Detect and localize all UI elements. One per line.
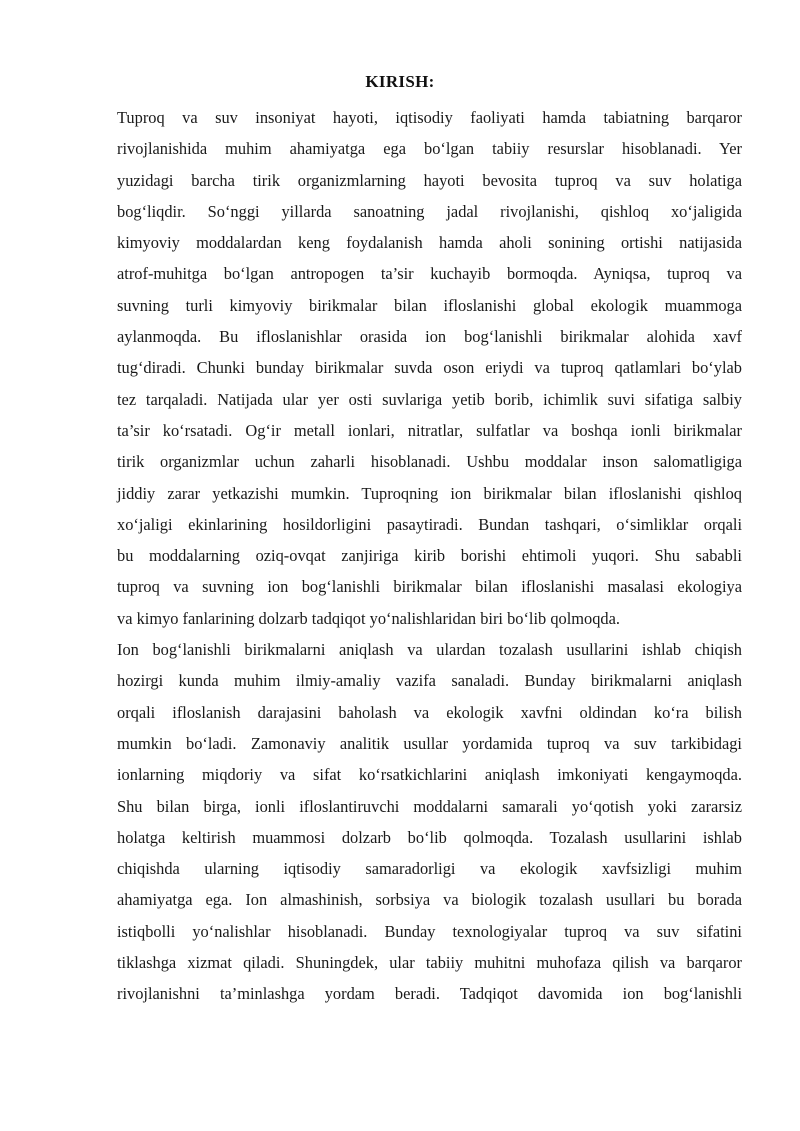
text-line: xo‘jaligi ekinlarining hosildorligini pasaytiradi. Bundan tashqari, o‘simliklar orqali [117, 514, 742, 534]
text-line: bu moddalarning oziq-ovqat zanjiriga kirib borishi ehtimoli yuqori. Shu sababli [117, 546, 742, 566]
text-line: tuproq va suvning ion bog‘lanishli birikmalar bilan ifloslanishi masalasi ekologiya [117, 577, 742, 597]
text-line: rivojlanishida muhim ahamiyatga ega bo‘lgan tabiiy resurslar hisoblanadi. Yer [117, 139, 742, 159]
body-text [117, 102, 742, 1010]
text-line: mumkin bo‘ladi. Zamonaviy analitik usullar yordamida tuproq va suv tarkibidagi [117, 733, 742, 753]
text-line: Ion bog‘lanishli birikmalarni aniqlash va ulardan tozalash usullarini ishlab chiqish [117, 640, 742, 660]
text-line: Tuproq va suv insoniyat hayoti, iqtisodiy faoliyati hamda tabiatning barqaror [117, 108, 742, 127]
text-line: Shu bilan birga, ionli ifloslantiruvchi moddalarni samarali yo‘qotish yoki zararsiz [117, 796, 742, 816]
section-heading: KIRISH: [365, 72, 435, 91]
text-line: ta’sir ko‘rsatadi. Og‘ir metall ionlari, nitratlar, sulfatlar va boshqa ionli birikmalar [117, 420, 742, 440]
text-line: orqali ifloslanish darajasini baholash va ekologik xavfni oldindan ko‘ra bilish [117, 702, 742, 722]
text-line: va kimyo fanlarining dolzarb tadqiqot yo‘nalishlaridan biri bo‘lib qolmoqda. [117, 608, 620, 628]
text-line: holatga keltirish muammosi dolzarb bo‘lib qolmoqda. Tozalash usullarini ishlab [117, 827, 742, 847]
text-line: atrof-muhitga bo‘lgan antropogen ta’sir kuchayib bormoqda. Ayniqsa, tuproq va [117, 264, 742, 284]
text-line: tiklashga xizmat qiladi. Shuningdek, ular tabiiy muhitni muhofaza qilish va barqaror [117, 953, 742, 973]
text-line: tez tarqaladi. Natijada ular yer osti suvlariga yetib borib, ichimlik suvi sifatiga salbiy [117, 389, 742, 409]
text-line: kimyoviy moddalardan keng foydalanish hamda aholi sonining ortishi natijasida [117, 233, 742, 253]
text-line: yuzidagi barcha tirik organizmlarning hayoti bevosita tuproq va suv holatiga [117, 170, 742, 190]
text-line: rivojlanishni ta’minlashga yordam beradi. Tadqiqot davomida ion bog‘lanishli [117, 984, 742, 1004]
text-line: bog‘liqdir. So‘nggi yillarda sanoatning jadal rivojlanishi, qishloq xo‘jaligida [117, 201, 742, 221]
text-line: chiqishda ularning iqtisodiy samaradorligi va ekologik xavfsizligi muhim [117, 859, 742, 879]
paragraph-2 [117, 634, 742, 1010]
text-line: ahamiyatga ega. Ion almashinish, sorbsiya va biologik tozalash usullari bu borada [117, 890, 742, 910]
text-line: tug‘diradi. Chunki bunday birikmalar suvda oson eriydi va tuproq qatlamlari bo‘ylab [117, 358, 742, 378]
text-line: aylanmoqda. Bu ifloslanishlar orasida ion bog‘lanishli birikmalar alohida xavf [117, 327, 742, 347]
paragraph-1 [117, 102, 742, 634]
text-line: jiddiy zarar yetkazishi mumkin. Tuproqning ion birikmalar bilan ifloslanishi qishloq [117, 483, 742, 503]
text-line: tirik organizmlar uchun zaharli hisoblanadi. Ushbu moddalar inson salomatligiga [117, 452, 742, 472]
text-line: suvning turli kimyoviy birikmalar bilan ifloslanishi global ekologik muammoga [117, 295, 742, 315]
text-line: hozirgi kunda muhim ilmiy-amaliy vazifa sanaladi. Bunday birikmalarni aniqlash [117, 671, 742, 691]
text-line: ionlarning miqdoriy va sifat ko‘rsatkichlarini aniqlash imkoniyati kengaymoqda. [117, 765, 742, 785]
text-line: istiqbolli yo‘nalishlar hisoblanadi. Bunday texnologiyalar tuproq va suv sifatini [117, 921, 742, 941]
